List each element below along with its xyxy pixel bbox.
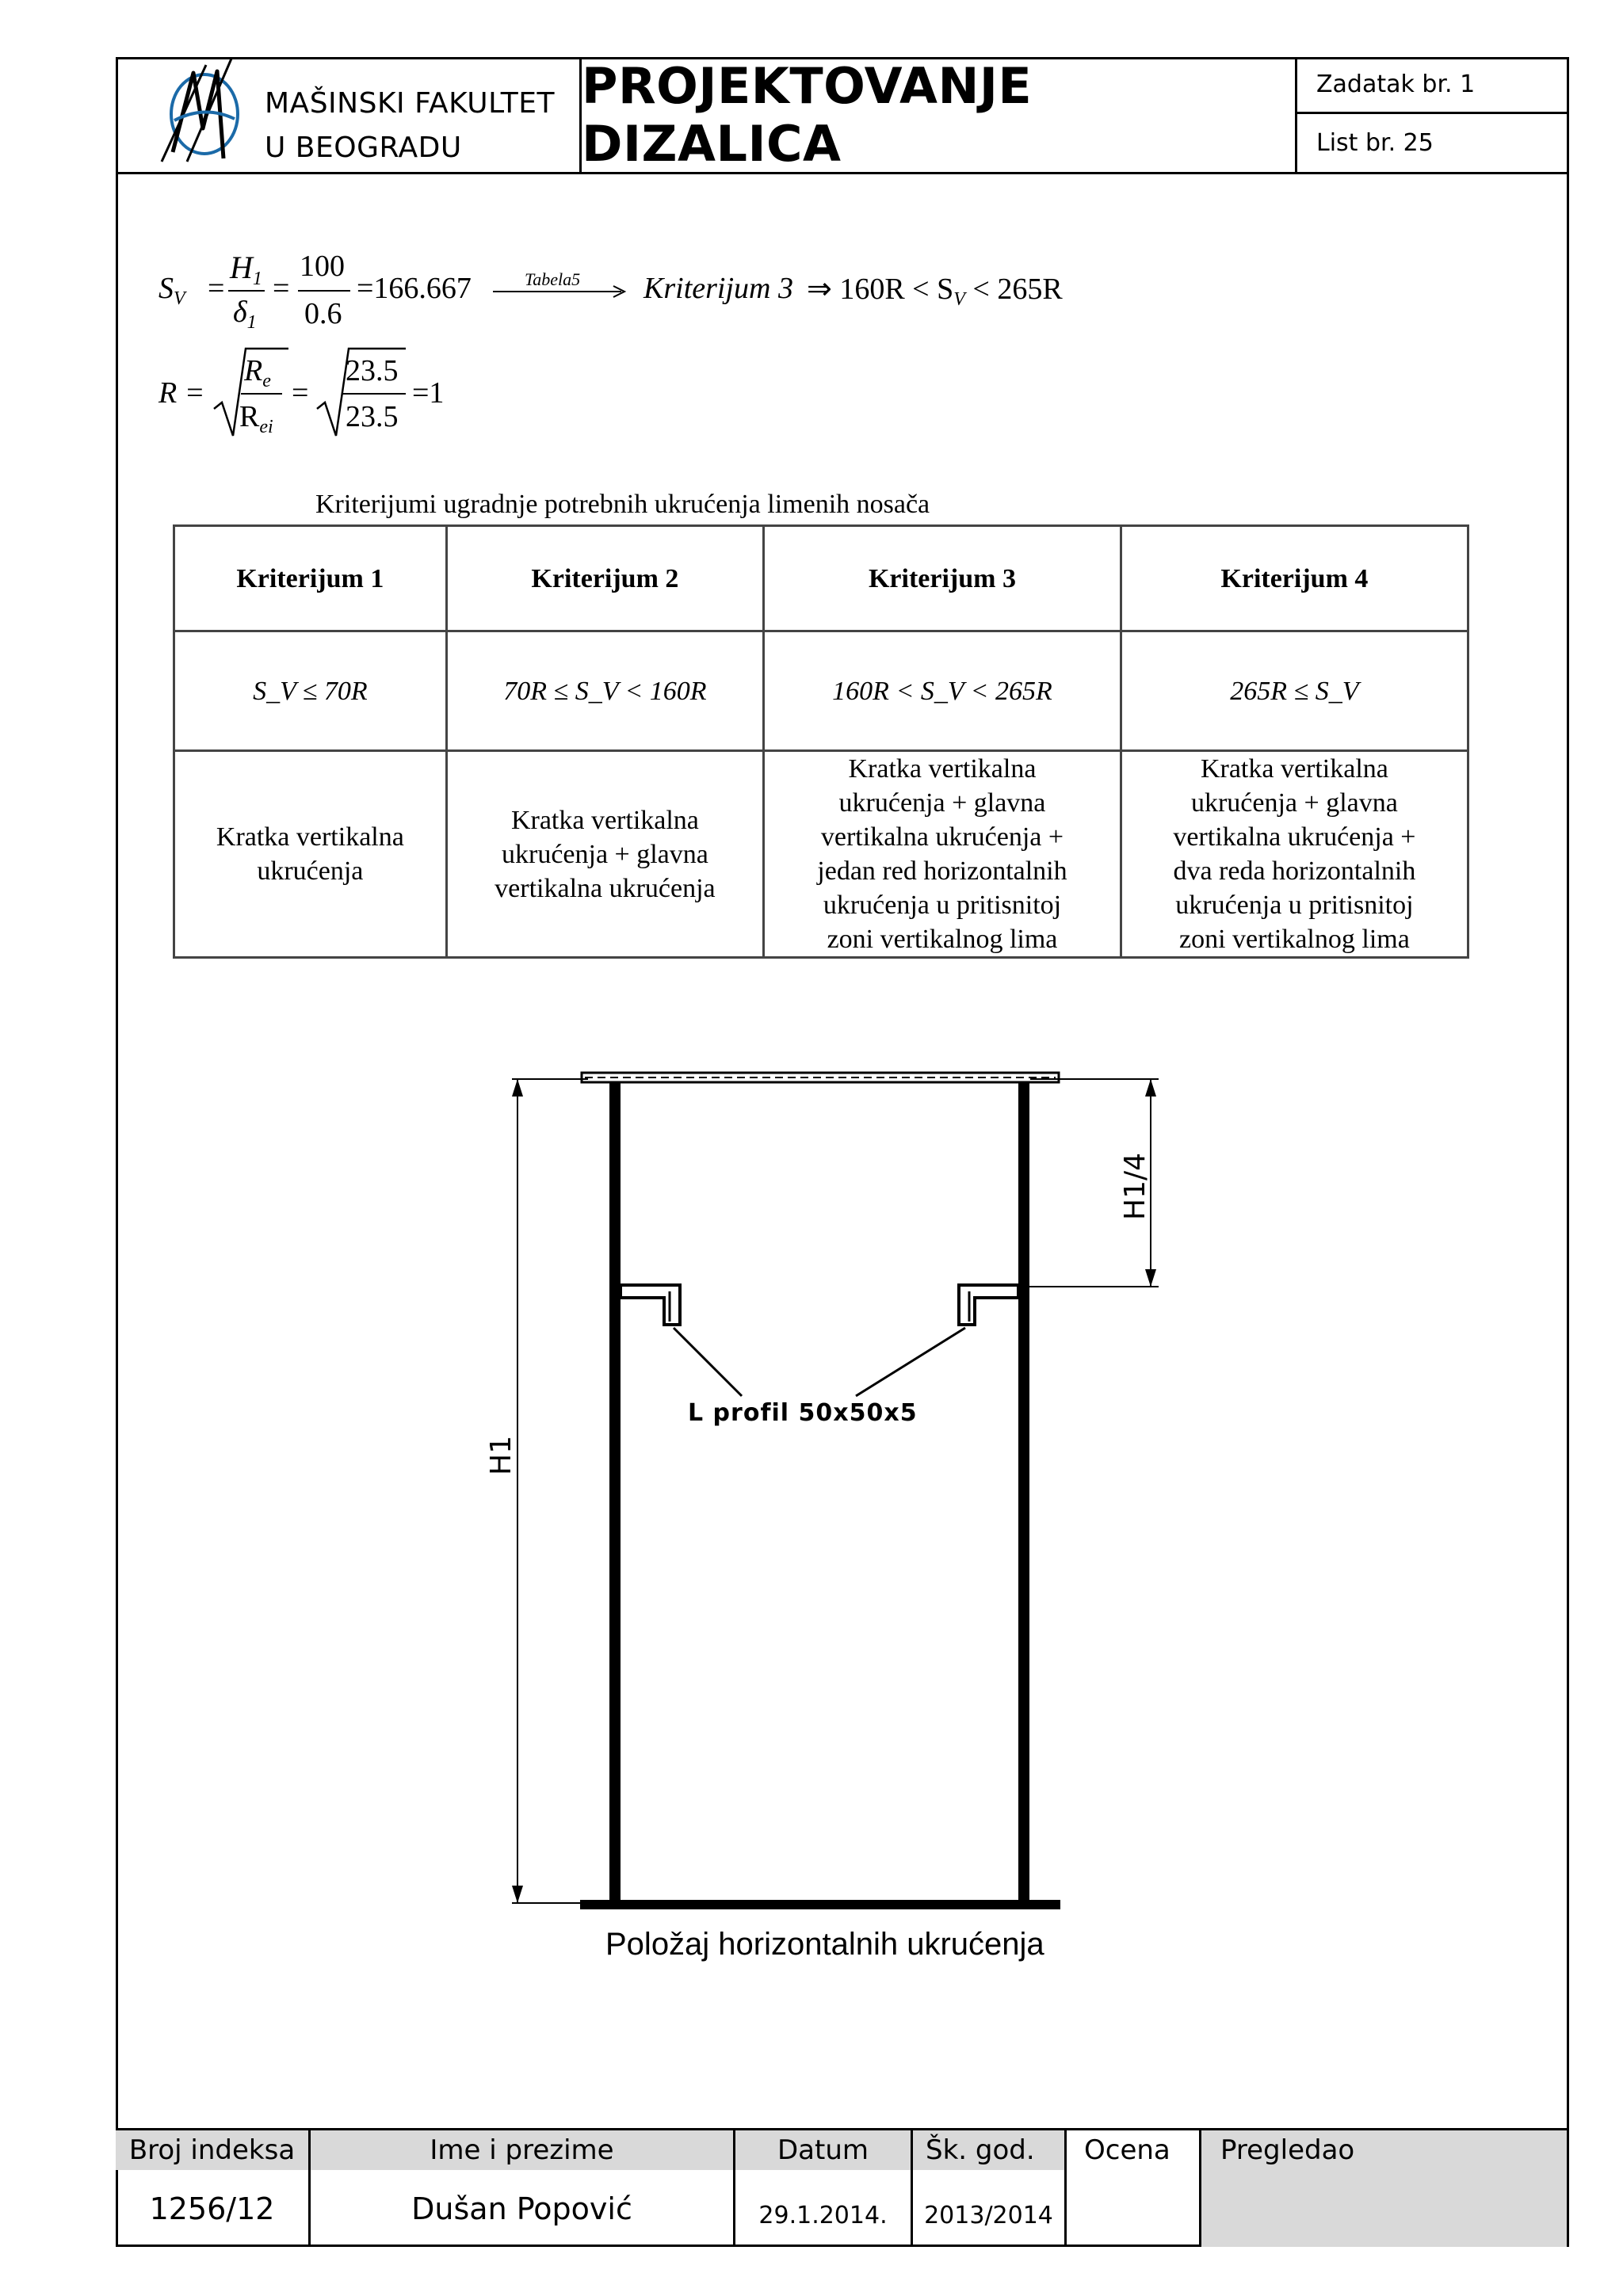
university-name-line1: MAŠINSKI FAKULTET xyxy=(265,87,555,120)
condition-cell: 265R ≤ S_V xyxy=(1121,631,1468,751)
footer-grade-value xyxy=(1067,2170,1199,2247)
footer-name-value: Dušan Popović xyxy=(411,2191,632,2226)
numerator-100: 100 xyxy=(300,250,345,283)
equals: = xyxy=(208,272,225,305)
leader-line xyxy=(674,1328,742,1396)
table-title: Kriterijumi ugradnje potrebnih ukrućenja limenih nosača xyxy=(315,490,930,519)
r-lhs: R = xyxy=(158,376,205,410)
table-header-cell: Kriterijum 3 xyxy=(764,526,1121,631)
footer-index-value: 1256/12 xyxy=(149,2191,275,2226)
denominator-0-6: 0.6 xyxy=(304,297,342,330)
arrow-label: Tabela5 xyxy=(525,269,581,289)
description-cell: Kratka vertikalna ukrućenja xyxy=(174,751,447,958)
h1-dimension-label: H1 xyxy=(485,1436,517,1475)
footer-index-cell xyxy=(116,2130,311,2247)
bottom-flange xyxy=(580,1900,1060,1909)
sheet-number: List br. 25 xyxy=(1316,128,1434,157)
rei-denominator: $R_{ei}$ xyxy=(239,400,273,437)
r-result: =1 xyxy=(412,376,445,410)
condition-cell: S_V ≤ 70R xyxy=(174,631,447,751)
sv-symbol: $S_V$ xyxy=(158,272,185,309)
equals: = xyxy=(273,272,290,305)
h1-numerator: $H_1$ xyxy=(230,250,262,289)
criterion-text: Kriterijum 3 xyxy=(643,272,793,305)
footer-label: Broj indeksa xyxy=(116,2130,308,2170)
description-cell: Kratka vertikalna ukrućenja + glavna vertikalna ukrućenja + dva reda horizontalnih ukrućenja u pritisnitoj zoni vertikalnog lima xyxy=(1121,751,1468,958)
footer-label: Pregledao xyxy=(1201,2130,1567,2170)
footer-label: Ime i prezime xyxy=(311,2130,733,2170)
footer-year-cell xyxy=(913,2130,1067,2247)
task-number: Zadatak br. 1 xyxy=(1297,57,1567,114)
footer-reviewer-cell xyxy=(1201,2130,1567,2247)
table-header-cell: Kriterijum 2 xyxy=(446,526,763,631)
left-l-profile xyxy=(621,1285,680,1325)
left-web xyxy=(609,1082,621,1901)
university-name-line2: U BEOGRADU xyxy=(265,132,462,164)
description-cell: Kratka vertikalna ukrućenja + glavna vertikalna ukrućenja + jedan red horizontalnih ukrućenja u pritisnitoj zoni vertikalnog lima xyxy=(764,751,1121,958)
condition-cell: 160R < S_V < 265R xyxy=(764,631,1121,751)
footer-name-cell xyxy=(311,2130,735,2247)
footer-date-cell xyxy=(735,2130,913,2247)
footer-block xyxy=(116,2128,1569,2247)
equals: = xyxy=(292,376,309,410)
table-header-cell: Kriterijum 4 xyxy=(1121,526,1468,631)
delta-denominator: $\delta_1$ xyxy=(233,296,257,333)
footer-label: Ocena xyxy=(1067,2130,1199,2170)
condition-cell: 70R ≤ S_V < 160R xyxy=(446,631,763,751)
drawing-caption: Položaj horizontalnih ukrućenja xyxy=(605,1927,1044,1962)
footer-reviewer-value xyxy=(1201,2170,1567,2247)
footer-label: Šk. god. xyxy=(913,2130,1064,2170)
right-l-profile xyxy=(959,1285,1018,1325)
table-header-cell: Kriterijum 1 xyxy=(174,526,447,631)
sv-result: =166.667 xyxy=(357,272,472,305)
l-profile-label: L profil 50x50x5 xyxy=(688,1399,918,1427)
footer-label: Datum xyxy=(735,2130,911,2170)
r-numerator: 23.5 xyxy=(346,354,399,387)
description-cell: Kratka vertikalna ukrućenja + glavna vertikalna ukrućenja xyxy=(446,751,763,958)
footer-grade-cell xyxy=(1067,2130,1201,2247)
right-web xyxy=(1018,1082,1029,1901)
leader-line xyxy=(856,1328,965,1396)
criterion-inequality: ⇒ $160R < S_V < 265R$ xyxy=(807,273,1063,310)
re-numerator: $R_e$ xyxy=(244,354,271,391)
footer-date-value: 29.1.2014. xyxy=(758,2202,888,2229)
footer-year-value: 2013/2014 xyxy=(924,2202,1053,2229)
h1-4-dimension-label: H1/4 xyxy=(1119,1152,1151,1220)
r-denominator: 23.5 xyxy=(346,400,399,433)
document-title: PROJEKTOVANJE DIZALICA xyxy=(582,56,1033,173)
